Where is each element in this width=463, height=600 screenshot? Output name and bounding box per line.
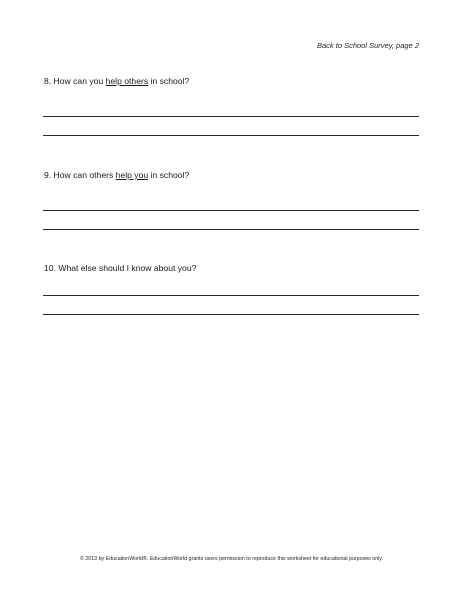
answer-line-10b: [43, 314, 419, 315]
question-9-prefix: 9. How can others: [44, 170, 116, 180]
question-9-emphasis: help you: [115, 170, 149, 180]
question-9-suffix: in school?: [148, 170, 190, 180]
copyright-footer: © 2013 by EducationWorld®. EducationWorld grants users permission to reproduce this worksheet for educational purposes only.: [79, 556, 384, 562]
question-8-emphasis: help others: [105, 76, 149, 86]
answer-line-9b: [43, 229, 419, 230]
answer-line-10a: [43, 295, 419, 296]
answer-line-8a: [43, 116, 419, 117]
question-8-suffix: in school?: [148, 76, 190, 86]
page-header-title: Back to School Survey, page 2: [316, 41, 419, 50]
answer-line-9a: [43, 210, 419, 211]
question-9: [44, 170, 189, 180]
question-10: [44, 263, 196, 273]
question-8: [44, 76, 189, 86]
answer-line-8b: [43, 135, 419, 136]
question-8-prefix: 8. How can you: [44, 76, 106, 86]
question-10-prefix: 10. What else should I know about you?: [44, 263, 197, 273]
